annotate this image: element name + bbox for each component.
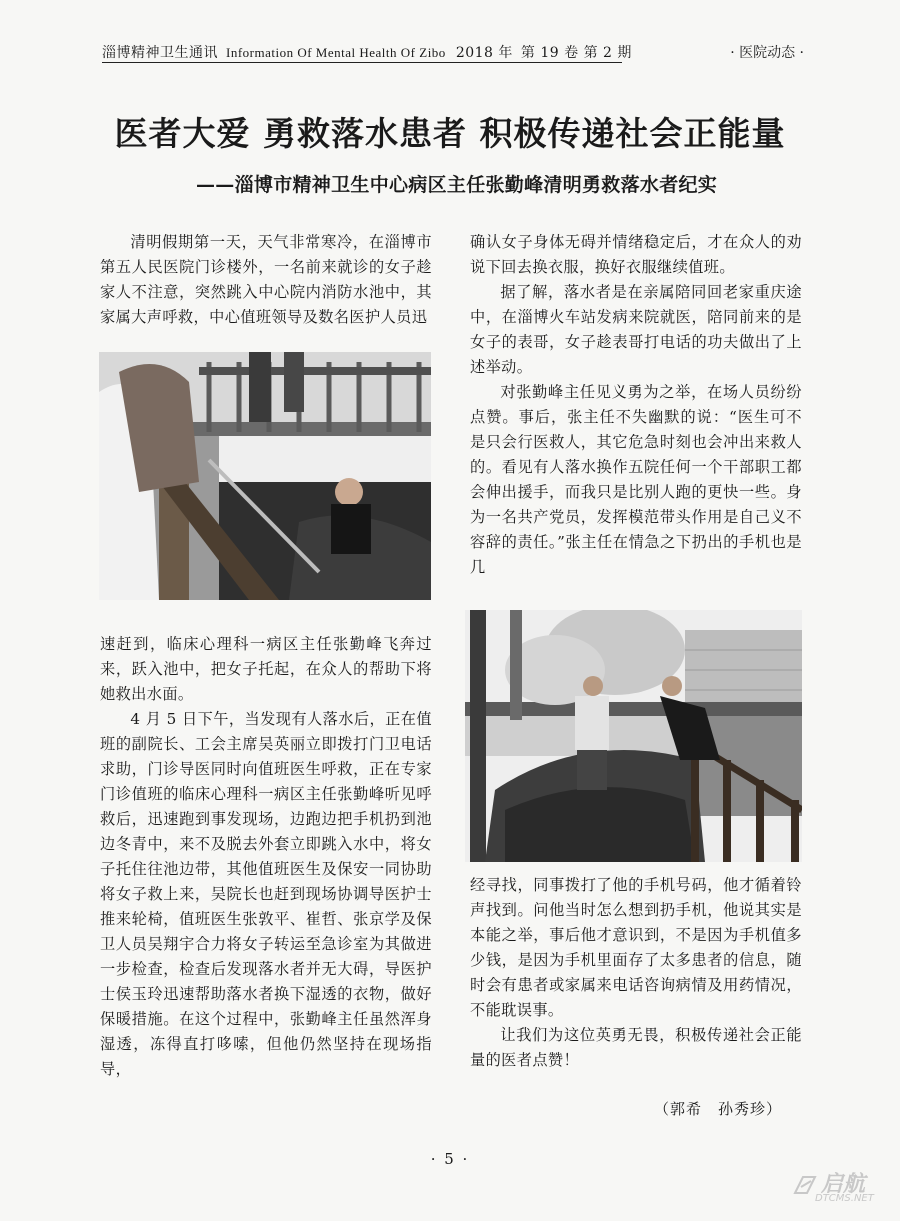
- page-number: · 5 ·: [430, 1150, 470, 1168]
- phone-search-photo-image: [465, 610, 802, 862]
- rescue-photo: [99, 352, 431, 600]
- watermark-brand-cn: 启航: [821, 1172, 866, 1197]
- watermark-brand-en: DTCMS.NET: [815, 1193, 874, 1204]
- right-column-bottom: [470, 873, 802, 1073]
- paragraph: 清明假期第一天，天气非常寒冷，在淄博市第五人民医院门诊楼外，一名前来就诊的女子趁家人不注意，突然跳入中心院内消防水池中，其家属大声呼救，中心值班领导及数名医护人员迅: [100, 233, 432, 326]
- paragraph: 让我们为这位英勇无畏，积极传递社会正能量的医者点赞！: [470, 1026, 802, 1069]
- author-byline: （郭希 孙秀珍）: [653, 1100, 782, 1118]
- paragraph: 对张勤峰主任见义勇为之举，在场人员纷纷点赞。事后，张主任不失幽默的说：“医生可不是只会行医救人，其它危急时刻也会冲出来救人的。看见有人落水换作五院任何一个干部职工都会伸出援手，而我只是比别人跑的更快一些。身为一名共产党员，发挥模范带头作用是自己义不容辞的责任。”张主任在情急之下扔出的手机也是几: [470, 383, 802, 576]
- paragraph-continued: 速赶到，临床心理科一病区主任张勤峰飞奔过来，跃入池中，把女子托起，在众人的帮助下将她救出水面。: [100, 635, 432, 703]
- left-column-top: [100, 230, 432, 330]
- rescue-photo-image: [99, 352, 431, 600]
- journal-name-en: Information Of Mental Health Of Zibo: [226, 45, 446, 60]
- header-rule: [102, 62, 622, 63]
- issue-volume: 第 19 卷 第 2 期: [520, 45, 632, 61]
- watermark: [787, 1167, 882, 1209]
- right-column-top: [470, 230, 802, 580]
- journal-info: [102, 42, 632, 62]
- paragraph: 据了解，落水者是在亲属陪同回老家重庆途中，在淄博火车站发病来院就医，陪同前来的是女子的表哥，女子趁表哥打电话的功夫做出了上述举动。: [470, 283, 802, 376]
- watermark-logo-icon: [793, 1173, 817, 1197]
- running-header: [102, 40, 802, 64]
- left-column-bottom: [100, 632, 432, 1082]
- journal-name-cn: 淄博精神卫生通讯: [102, 45, 218, 61]
- section-label: · 医院动态 ·: [730, 45, 804, 61]
- paragraph-continued: 确认女子身体无碍并情绪稳定后，才在众人的劝说下回去换衣服，换好衣服继续值班。: [470, 233, 802, 276]
- article-title: 医者大爱 勇救落水患者 积极传递社会正能量: [114, 114, 786, 153]
- paragraph: 4 月 5 日下午，当发现有人落水后，正在值班的副院长、工会主席吴英丽立即拨打门卫电话求助，门诊导医同时向值班医生呼救，正在专家门诊值班的临床心理科一病区主任张勤峰听见呼救后，迅速跑到事发现场，边跑边把手机扔到池边冬青中，来不及脱去外套立即跳入水中，将女子托住往池边带，其他值班医生及保安一同协助将女子救上来，吴院长也赶到现场协调导医护士推来轮椅，值班医生张敦平、崔哲、张京学及保卫人员吴翔宇合力将女子转运至急诊室为其做进一步检查，检查后发现落水者并无大碍，导医护士侯玉玲迅速帮助落水者换下湿透的衣物，做好保暖措施。在这个过程中，张勤峰主任虽然浑身湿透，冻得直打哆嗦，但他仍然坚持在现场指导，: [100, 710, 432, 1078]
- article-subtitle: ——淄博市精神卫生中心病区主任张勤峰清明勇救落水者纪实: [196, 174, 718, 196]
- phone-search-photo: [465, 610, 802, 862]
- paragraph-continued: 经寻找，同事拨打了他的手机号码，他才循着铃声找到。问他当时怎么想到扔手机，他说其实是本能之举，事后他才意识到，不是因为手机值多少钱，是因为手机里面存了太多患者的信息，随时会有患者或家属来电话咨询病情及用药情况，不能耽误事。: [470, 876, 802, 1019]
- issue-year: 2018 年: [455, 45, 513, 61]
